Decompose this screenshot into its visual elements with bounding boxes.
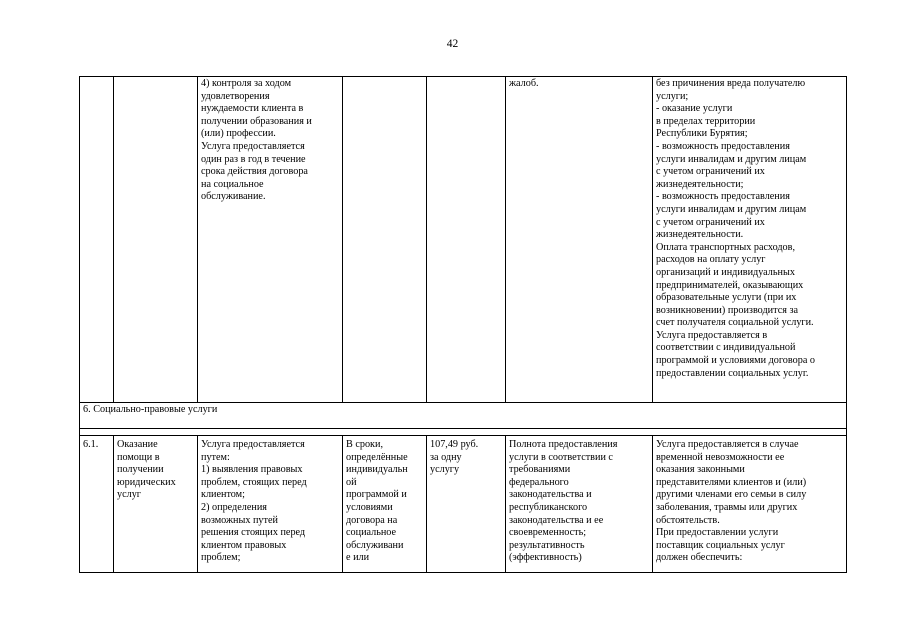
text-line: Оказание bbox=[117, 439, 158, 450]
text-line: своевременность; bbox=[509, 527, 587, 539]
text-line: ой bbox=[346, 476, 357, 488]
services-table bbox=[79, 76, 847, 573]
text-line: за одну bbox=[430, 451, 462, 463]
text-line: результативность bbox=[509, 539, 585, 551]
text-line: (эффективность) bbox=[509, 552, 582, 564]
text-line: программой и условиями договора о bbox=[656, 355, 815, 367]
text-line: услуги инвалидам и другим лицам bbox=[656, 203, 807, 215]
text-line: услуги в соответствии с bbox=[509, 451, 613, 463]
text-line: временной невозможности ее bbox=[656, 451, 785, 463]
cell-service-name bbox=[114, 436, 198, 573]
text-line: решения стоящих перед bbox=[201, 527, 306, 539]
text-line: обстоятельств. bbox=[656, 514, 720, 526]
text-line: При предоставлении услуги bbox=[656, 527, 779, 539]
table-row-spacer bbox=[80, 429, 847, 436]
text-line: с учетом ограничений их bbox=[656, 216, 765, 228]
text-line: услуги инвалидам и другим лицам bbox=[656, 153, 807, 165]
text-line: услуг bbox=[117, 489, 141, 501]
text-line: - оказание услуги bbox=[656, 103, 733, 115]
text-line: законодательства и bbox=[509, 489, 592, 501]
text-line: - возможность предоставления bbox=[656, 191, 790, 203]
text-line: определённые bbox=[346, 451, 408, 463]
table-row-service-6-1 bbox=[80, 436, 847, 573]
text-line: Услуга предоставляется bbox=[201, 439, 305, 450]
text-line: клиентом; bbox=[201, 489, 245, 501]
text-line: без причинения вреда получателю bbox=[656, 78, 806, 89]
cell-service-price bbox=[427, 436, 506, 573]
text-line: один раз в год в течение bbox=[201, 153, 306, 165]
text-line: клиентом правовых bbox=[201, 539, 287, 551]
text-line: с учетом ограничений их bbox=[656, 166, 765, 178]
text-line: условиями bbox=[346, 501, 393, 513]
text-line: представителями клиентов и (или) bbox=[656, 476, 807, 488]
text-line: организаций и индивидуальных bbox=[656, 266, 795, 278]
text-line: соответствии с индивидуальной bbox=[656, 342, 796, 354]
text-line: законодательства и ее bbox=[509, 514, 604, 526]
text-line: проблем, стоящих перед bbox=[201, 476, 307, 488]
text-line: предоставлении социальных услуг. bbox=[656, 367, 809, 379]
text-line: социальное bbox=[346, 527, 397, 539]
text-line: проблем; bbox=[201, 552, 241, 564]
cell-service-terms bbox=[343, 436, 427, 573]
cell-number-empty bbox=[80, 77, 114, 403]
table-row-section-header bbox=[80, 403, 847, 429]
text-line: услуги; bbox=[656, 90, 689, 102]
text-line: оказания законными bbox=[656, 464, 745, 476]
text-line: на социальное bbox=[201, 178, 264, 190]
text-line: республиканского bbox=[509, 501, 588, 513]
text-line: путем: bbox=[201, 451, 230, 463]
cell-description bbox=[198, 77, 343, 403]
cell-service-number: 6.1. bbox=[80, 436, 114, 573]
text-line: требованиями bbox=[509, 464, 571, 476]
text-line: помощи в bbox=[117, 451, 160, 463]
text-line: 107,49 руб. bbox=[430, 439, 479, 450]
text-line: обслуживани bbox=[346, 539, 404, 551]
cell-service-quality bbox=[506, 436, 653, 573]
text-line: услугу bbox=[430, 464, 460, 476]
text-line: В сроки, bbox=[346, 439, 383, 450]
section-title: 6. Социально-правовые услуги bbox=[80, 403, 847, 429]
text-line: Услуга предоставляется bbox=[201, 140, 305, 152]
text-line: 2) определения bbox=[201, 501, 267, 513]
text-line: юридических bbox=[117, 476, 176, 488]
text-line: заболевания, травмы или других bbox=[656, 501, 798, 513]
text-line: расходов на оплату услуг bbox=[656, 254, 766, 266]
text-line: 4) контроля за ходом bbox=[201, 78, 292, 89]
text-line: другими членами его семьи в силу bbox=[656, 489, 807, 501]
text-line: Оплата транспортных расходов, bbox=[656, 241, 795, 253]
text-line: в пределах территории bbox=[656, 115, 756, 127]
cell-quality bbox=[506, 77, 653, 403]
text-line: жизнедеятельности; bbox=[656, 178, 744, 190]
text-line: Услуга предоставляется в случае bbox=[656, 439, 799, 450]
text-line: - возможность предоставления bbox=[656, 140, 790, 152]
text-line: должен обеспечить: bbox=[656, 552, 743, 564]
text-line: предпринимателей, оказывающих bbox=[656, 279, 804, 291]
text-line: Полнота предоставления bbox=[509, 439, 618, 450]
text-line: счет получателя социальной услуги. bbox=[656, 317, 814, 329]
text-line: договора на bbox=[346, 514, 398, 526]
text-line: е или bbox=[346, 552, 370, 564]
cell-service-conditions bbox=[653, 436, 847, 573]
text-line: возможных путей bbox=[201, 514, 278, 526]
spacer-cell bbox=[80, 429, 847, 436]
text-line: федерального bbox=[509, 476, 569, 488]
cell-service-description bbox=[198, 436, 343, 573]
text-line: Услуга предоставляется в bbox=[656, 329, 768, 341]
text-line: получении bbox=[117, 464, 164, 476]
cell-name-empty bbox=[114, 77, 198, 403]
cell-terms-empty bbox=[343, 77, 427, 403]
text-line: (или) профессии. bbox=[201, 128, 276, 140]
text-line: жизнедеятельности. bbox=[656, 229, 744, 241]
text-line: поставщик социальных услуг bbox=[656, 539, 785, 551]
text-line: обслуживание. bbox=[201, 191, 266, 203]
text-line: индивидуальн bbox=[346, 464, 408, 476]
table-row-continuation bbox=[80, 77, 847, 403]
text-line: 1) выявления правовых bbox=[201, 464, 303, 476]
text-line: образовательные услуги (при их bbox=[656, 292, 797, 304]
text-line: получении образования и bbox=[201, 115, 312, 127]
cell-price-empty bbox=[427, 77, 506, 403]
page-number: 42 bbox=[446, 38, 459, 50]
text-line: возникновении) производится за bbox=[656, 304, 798, 316]
cell-conditions bbox=[653, 77, 847, 403]
text-line: Республики Бурятия; bbox=[656, 128, 748, 140]
text-line: срока действия договора bbox=[201, 166, 308, 178]
text-line: программой и bbox=[346, 489, 407, 501]
text-line: нуждаемости клиента в bbox=[201, 103, 304, 115]
text-line: жалоб. bbox=[509, 78, 539, 89]
text-line: удовлетворения bbox=[201, 90, 270, 102]
